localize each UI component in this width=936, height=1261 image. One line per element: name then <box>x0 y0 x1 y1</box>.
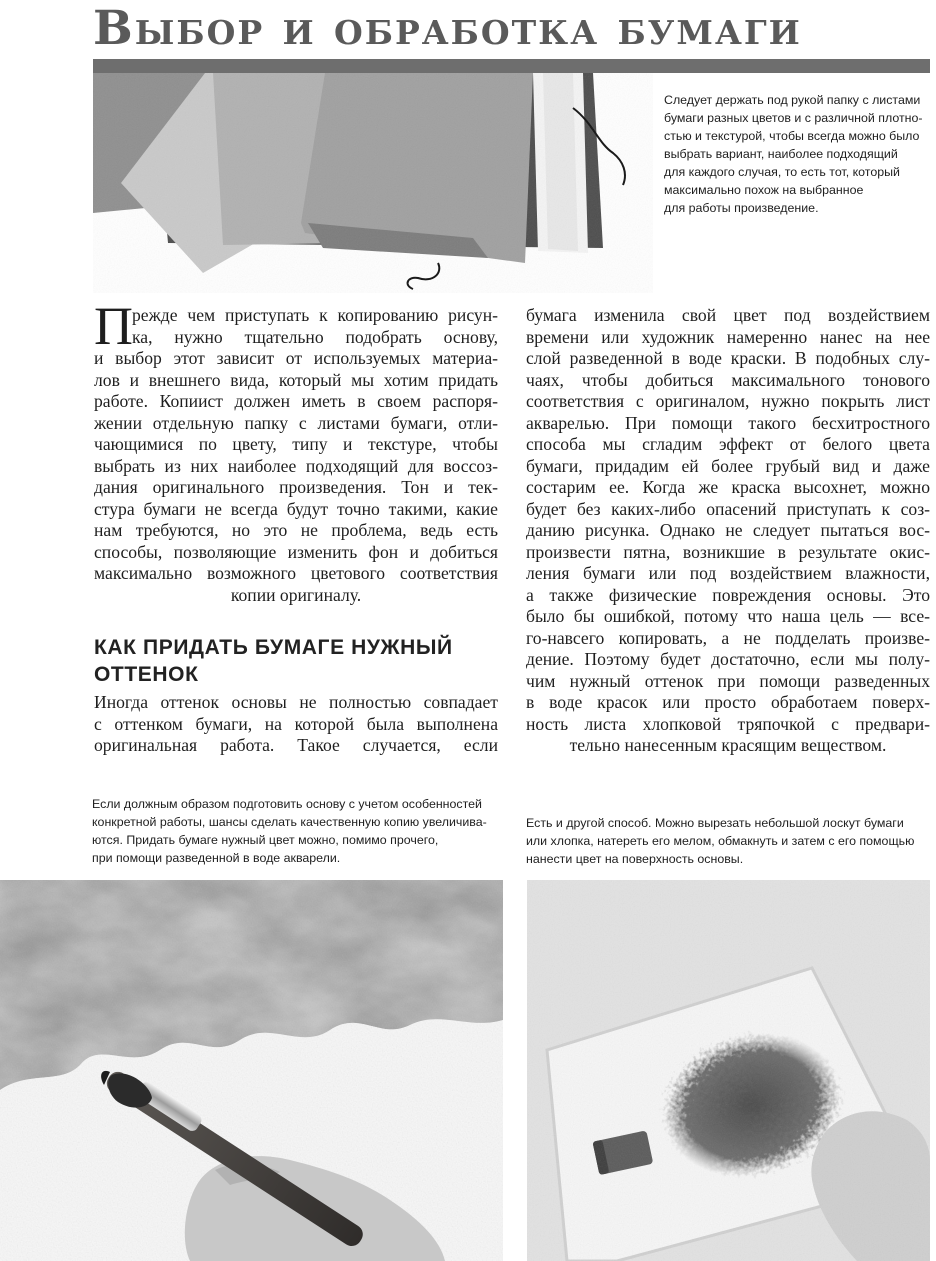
caption-line: Следует держать под рукой папку с листами <box>664 93 921 107</box>
text-line: с оттенком бумаги, на которой была выполнена <box>94 713 498 734</box>
page-title: Выбор и обработка бумаги <box>93 1 802 56</box>
text-line: данию рисунка. Однако не следует пытаться вос- <box>526 520 930 540</box>
text-line: ления бумаги или под воздействием влажности, <box>526 563 930 583</box>
caption-line: ются. Придать бумаге нужный цвет можно, помимо прочего, <box>92 833 439 847</box>
paper-sheets-photo <box>93 73 653 293</box>
text-line: нам требуются, но это не проблема, ведь есть <box>94 520 498 540</box>
text-line: бумага изменила свой цвет под воздействием <box>526 305 930 325</box>
text-line: времени или художник намеренно нанес на нее <box>526 326 930 347</box>
text-line: способы, позволяющие изменить фон и добиться <box>94 541 498 562</box>
caption-line: конкретной работы, шансы сделать качественную копию увеличива- <box>92 815 487 829</box>
text-line: чим нужный оттенок при помощи разведенных <box>526 670 930 691</box>
text-line: слой разведенной в воде краски. В подобных слу- <box>526 348 930 368</box>
text-line: состарим ее. Когда же краска высохнет, можно <box>526 477 930 497</box>
left-photo-caption <box>92 795 487 867</box>
text-line: лов и внешнего вида, который мы хотим придать <box>94 369 498 390</box>
text-line: а также физические повреждения основы. Это <box>526 584 930 605</box>
text-line: способа мы сгладим эффект от белого цвета <box>526 434 930 454</box>
text-line: бумаги, придадим ей более грубый вид и даже <box>526 455 930 476</box>
watercolor-brush-photo <box>0 880 503 1261</box>
cotton-scrap-photo <box>527 880 930 1261</box>
right-photo-caption <box>526 814 914 868</box>
text-line: будет без каких-либо опасений приступать к соз- <box>526 498 930 519</box>
text-line: копии оригиналу. <box>230 584 362 605</box>
text-line: Иногда оттенок основы не полностью совпадает <box>94 692 498 712</box>
text-line: дания оригинального произведения. Тон и тек- <box>94 477 498 497</box>
section-subheading <box>94 634 453 688</box>
caption-line: Если должным образом подготовить основу с учетом особенностей <box>92 797 482 811</box>
subheading-line: КАК ПРИДАТЬ БУМАГЕ НУЖНЫЙ <box>94 636 453 659</box>
text-line: режде чем приступать к копированию рисун- <box>132 305 498 325</box>
caption-line: для работы произведение. <box>664 201 819 215</box>
caption-line: выбрать вариант, наиболее подходящий <box>664 147 898 161</box>
top-caption <box>664 91 922 217</box>
text-line: было бы ошибкой, потому что наша цель — все- <box>526 606 930 626</box>
text-line: ка, нужно тщательно подобрать основу, <box>132 326 498 347</box>
text-line: максимально возможного цветового соответствия <box>94 563 498 583</box>
text-line: в воде красок или просто обработаем поверх- <box>526 692 930 712</box>
text-line: оригинальная работа. Такое случается, если <box>94 735 498 755</box>
text-line: го-навсего копировать, а не подделать произве- <box>526 627 930 648</box>
subheading-line: ОТТЕНОК <box>94 663 199 686</box>
text-line: произвести пятна, возникшие в результате окис- <box>526 541 930 562</box>
caption-line: нанести цвет на поверхность основы. <box>526 852 744 866</box>
body-column-left <box>94 305 498 606</box>
text-line: работе. Копиист должен иметь в своем распоря- <box>94 391 498 411</box>
text-line: и выбор этот зависит от используемых материа- <box>94 348 498 368</box>
body-column-left-continued <box>94 692 498 757</box>
caption-line: при помощи разведенной в воде акварели. <box>92 851 341 865</box>
drop-cap: П <box>94 296 133 356</box>
text-line: дение. Поэтому будет достаточно, если мы полу- <box>526 649 930 669</box>
body-column-right <box>526 305 930 757</box>
text-line: соответствия с оригиналом, нужно покрыть лист <box>526 391 930 411</box>
caption-line: максимально похож на выбранное <box>664 183 864 197</box>
caption-line: Есть и другой способ. Можно вырезать небольшой лоскут бумаги <box>526 816 904 830</box>
text-line: выбрать из них наиболее подходящий для воссоз- <box>94 455 498 476</box>
text-line: ность листа хлопковой тряпочкой с предвари- <box>526 713 930 734</box>
text-line: акварелью. При помощи такого бесхитростного <box>526 412 930 433</box>
caption-line: или хлопка, натереть его мелом, обмакнуть и затем с его помощью <box>526 834 915 848</box>
caption-line: для каждого случая, то есть тот, который <box>664 165 900 179</box>
text-line: жении отдельную папку с листами бумаги, отли- <box>94 412 498 433</box>
caption-line: стью и текстурой, чтобы всегда можно было <box>664 129 920 143</box>
text-line: тельно нанесенным красящим веществом. <box>569 735 887 755</box>
caption-line: бумаги разных цветов и с различной плотно- <box>664 111 923 125</box>
text-line: чающимися по цвету, типу и текстуре, чтобы <box>94 434 498 454</box>
title-rule <box>93 59 930 73</box>
text-line: чаях, чтобы добиться максимального тонового <box>526 369 930 390</box>
text-line: стура бумаги не всегда будут точно такими, какие <box>94 498 498 519</box>
